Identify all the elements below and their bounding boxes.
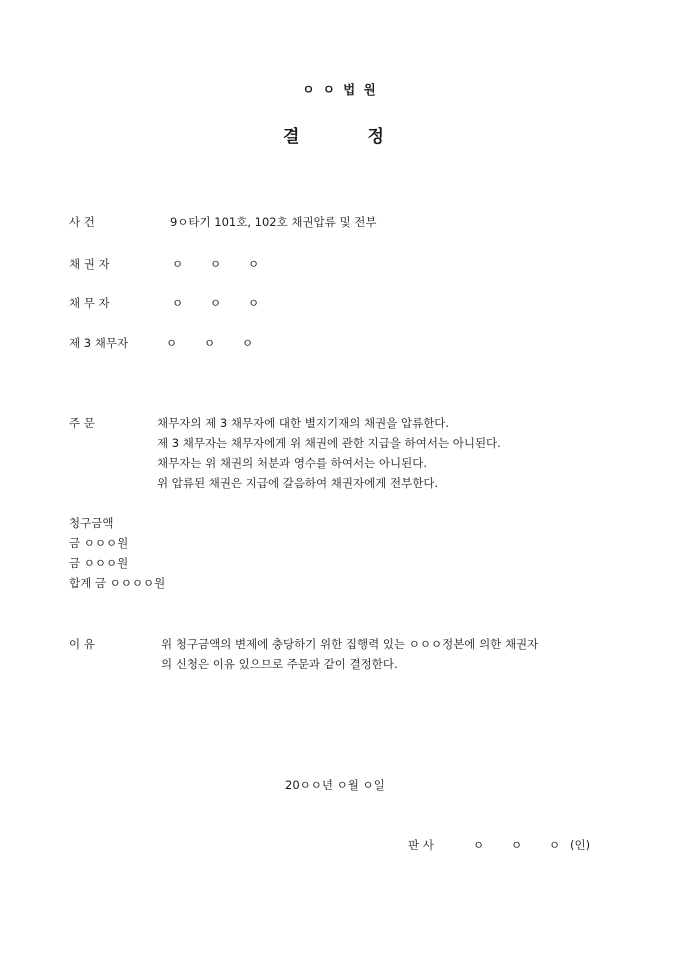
debtor-name-char: ㅇ	[172, 296, 184, 310]
reason-line: 의 신청은 이유 있으므로 주문과 같이 결정한다.	[161, 657, 398, 671]
claim-total-line: 합계 금 ㅇㅇㅇㅇ원	[69, 576, 166, 590]
case-label: 사 건	[69, 215, 95, 229]
judge-name-char: ㅇ	[549, 838, 561, 852]
order-line: 채무자는 위 채권의 처분과 영수를 하여서는 아니된다.	[157, 456, 427, 470]
judge-seal: (인)	[570, 838, 591, 852]
court-name: ㅇ ㅇ 법 원	[302, 82, 378, 97]
order-line: 제 3 채무자는 채무자에게 위 채권에 관한 지급을 하여서는 아니된다.	[157, 436, 501, 450]
debtor-name	[172, 295, 286, 311]
claim-heading: 청구금액	[69, 516, 114, 530]
order-label: 주 문	[69, 416, 95, 430]
order-line: 위 압류된 채권은 지급에 갈음하여 채권자에게 전부한다.	[157, 476, 439, 490]
document-title	[283, 122, 384, 147]
third-debtor-name-char: ㅇ	[242, 336, 254, 350]
debtor-name-char: ㅇ	[248, 296, 260, 310]
reason-label: 이 유	[69, 637, 95, 651]
third-debtor-name-char: ㅇ	[204, 336, 216, 350]
reason-line: 위 청구금액의 변제에 충당하기 위한 집행력 있는 ㅇㅇㅇ정본에 의한 채권자	[161, 637, 539, 651]
decision-date: 20ㅇㅇ년 ㅇ월 ㅇ일	[285, 778, 385, 792]
judge-name-char: ㅇ	[511, 838, 523, 852]
order-line: 채무자의 제 3 채무자에 대한 별지기재의 채권을 압류한다.	[157, 416, 450, 430]
judge-name-char: ㅇ	[473, 838, 485, 852]
creditor-name-char: ㅇ	[210, 257, 222, 271]
creditor-name-char: ㅇ	[172, 257, 184, 271]
case-value: 9ㅇ타기 101호, 102호 채권압류 및 전부	[170, 215, 377, 229]
creditor-label: 채 권 자	[69, 257, 110, 271]
third-debtor-label: 제 3 채무자	[69, 336, 129, 350]
judge-label: 판 사	[408, 838, 434, 852]
creditor-name-char: ㅇ	[248, 257, 260, 271]
creditor-name	[172, 256, 286, 272]
third-debtor-name-char: ㅇ	[166, 336, 178, 350]
document-title-right: 정	[367, 127, 384, 147]
document-title-left: 결	[283, 127, 300, 147]
third-debtor-name	[166, 335, 280, 351]
debtor-name-char: ㅇ	[210, 296, 222, 310]
claim-amount-line: 금 ㅇㅇㅇ원	[69, 536, 129, 550]
claim-amount-line: 금 ㅇㅇㅇ원	[69, 556, 129, 570]
debtor-label: 채 무 자	[69, 296, 110, 310]
